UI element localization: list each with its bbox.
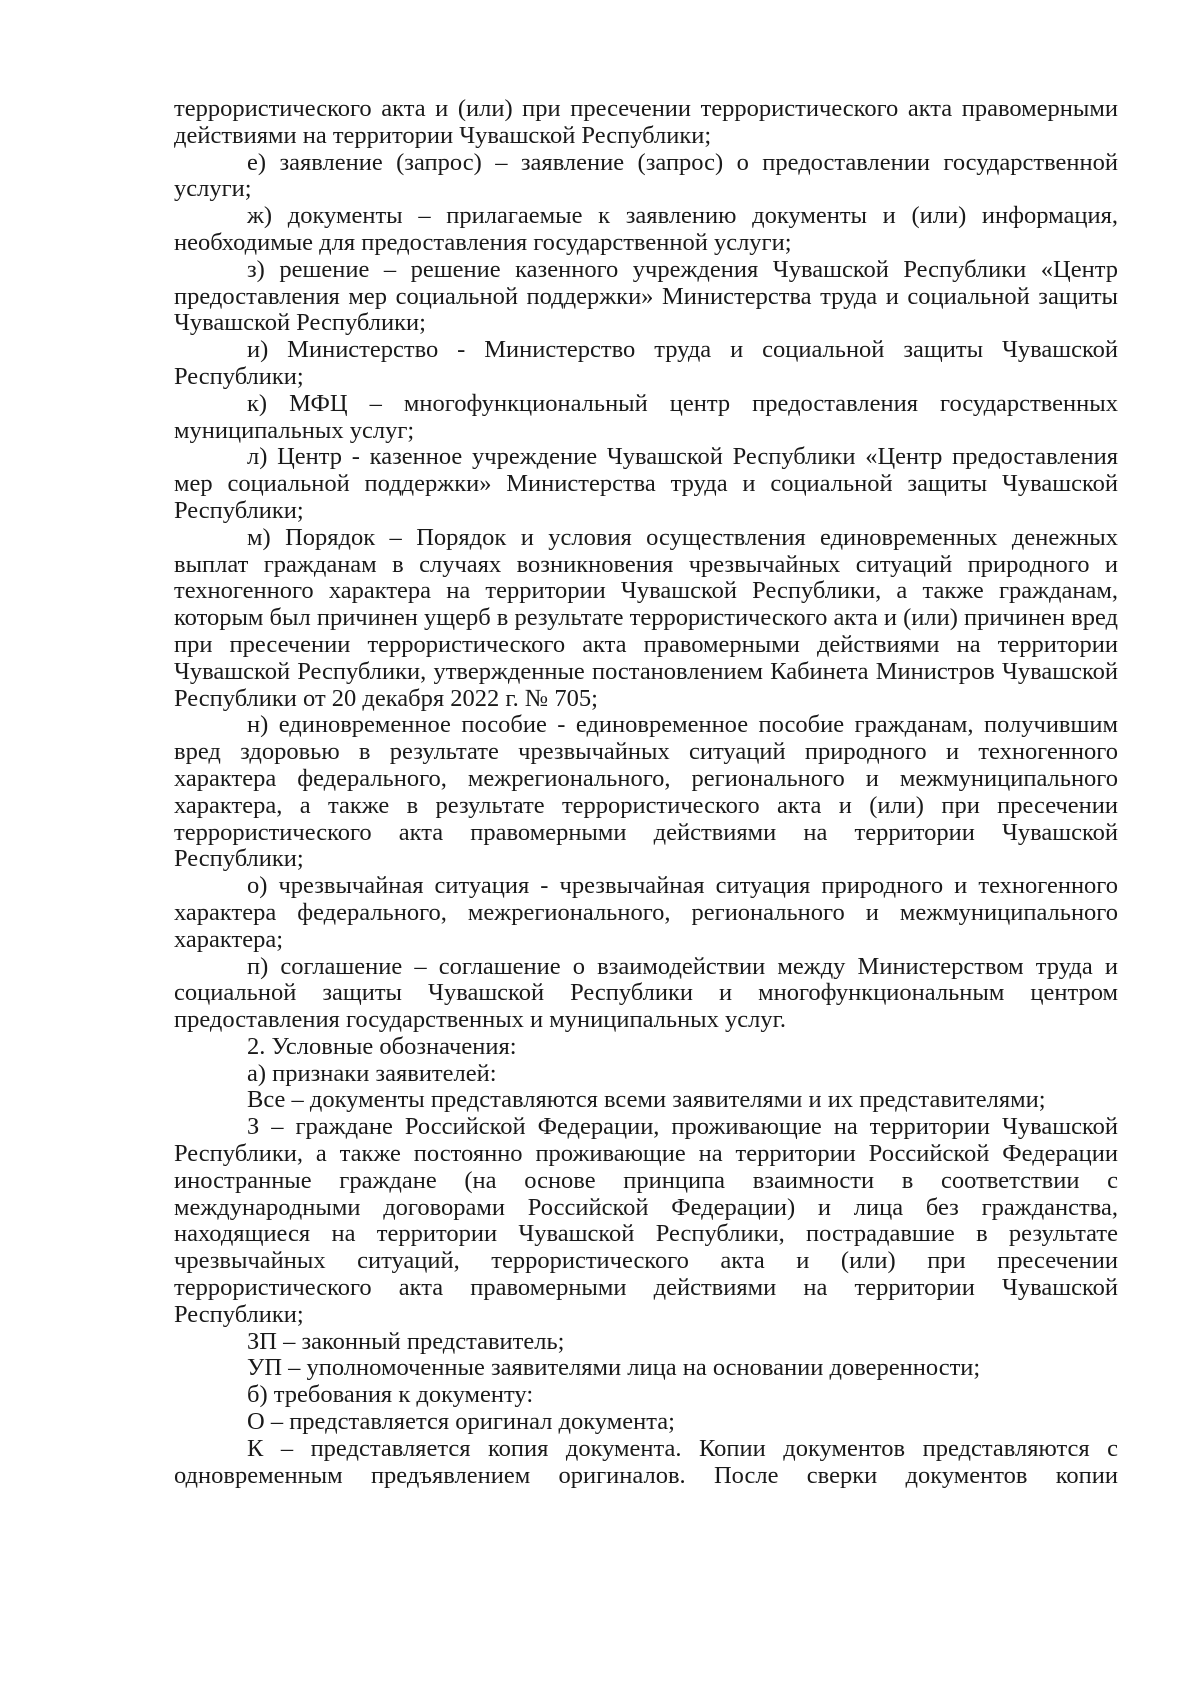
paragraph-definition-l: л) Центр - казенное учреждение Чувашской Республики «Центр предоставления мер социальной поддержки» Министерства труда и социальной защиты Чувашской Республики;: [174, 443, 1118, 524]
symbol-zp: ЗП – законный представитель;: [247, 1327, 565, 1355]
paragraph-definition-e: е) заявление (запрос) – заявление (запрос) о предоставлении государственной услуги;: [174, 148, 1118, 203]
subheading-document-requirements: б) требования к документу:: [247, 1381, 534, 1409]
document-body: [174, 96, 1118, 1489]
symbol-z: З – граждане Российской Федерации, проживающие на территории Чувашской Республики, а также постоянно проживающие на территории Российской Федерации иностранные граждане (на основе принципа взаимности в соответствии с международными договорами Российской Федерации) и лица без гражданства, находящиеся на территории Чувашской Республики, пострадавшие в результате чрезвычайных ситуаций, террористического акта и (или) при пресечении террористического акта правомерными действиями на территории Чувашской Республики;: [174, 1113, 1118, 1328]
paragraph-definition-o: о) чрезвычайная ситуация - чрезвычайная ситуация природного и техногенного характера федерального, межрегионального, регионального и межмуниципального характера;: [174, 872, 1118, 953]
symbol-all: Все – документы представляются всеми заявителями и их представителями;: [247, 1086, 1046, 1114]
paragraph-definition-n: н) единовременное пособие - единовременное пособие гражданам, получившим вред здоровью в результате чрезвычайных ситуаций природного и техногенного характера федерального, межрегионального, регионального и межмуниципального характера, а также в результате террористического акта и (или) при пресечении террористического акта правомерными действиями на территории Чувашской Республики;: [174, 711, 1118, 873]
paragraph-definition-k: к) МФЦ – многофункциональный центр предоставления государственных муниципальных услуг;: [174, 389, 1118, 444]
symbol-up: УП – уполномоченные заявителями лица на основании доверенности;: [247, 1354, 981, 1382]
paragraph-definition-i: и) Министерство - Министерство труда и социальной защиты Чувашской Республики;: [174, 336, 1118, 390]
paragraph-definition-p: п) соглашение – соглашение о взаимодействии между Министерством труда и социальной защиты Чувашской Республики и многофункциональным центром предоставления государственных и муниципальных услуг.: [174, 952, 1118, 1034]
paragraph-definition-zh: ж) документы – прилагаемые к заявлению документы и (или) информация, необходимые для предоставления государственной услуги;: [174, 202, 1118, 256]
symbol-k: К – представляется копия документа. Копии документов представляются с одновременным предъявлением оригиналов. После сверки документов копии: [174, 1434, 1118, 1489]
paragraph-continuation: террористического акта и (или) при пресечении террористического акта правомерными действиями на территории Чувашской Республики;: [174, 95, 1118, 149]
section-heading-symbols: 2. Условные обозначения:: [247, 1032, 517, 1060]
subheading-applicant-signs: а) признаки заявителей:: [247, 1059, 497, 1087]
symbol-o: О – представляется оригинал документа;: [247, 1408, 675, 1436]
paragraph-definition-m: м) Порядок – Порядок и условия осуществления единовременных денежных выплат гражданам в случаях возникновения чрезвычайных ситуаций природного и техногенного характера на территории Чувашской Республики, а также гражданам, которым был причинен ущерб в результате террористического акта и (или) причинен вред при пресечении террористического акта правомерными действиями на территории Чувашской Республики, утвержденные постановлением Кабинета Министров Чувашской Республики от 20 декабря 2022 г. № 705;: [174, 523, 1119, 712]
paragraph-definition-z: з) решение – решение казенного учреждения Чувашской Республики «Центр предоставления мер социальной поддержки» Министерства труда и социальной защиты Чувашской Республики;: [174, 255, 1118, 337]
